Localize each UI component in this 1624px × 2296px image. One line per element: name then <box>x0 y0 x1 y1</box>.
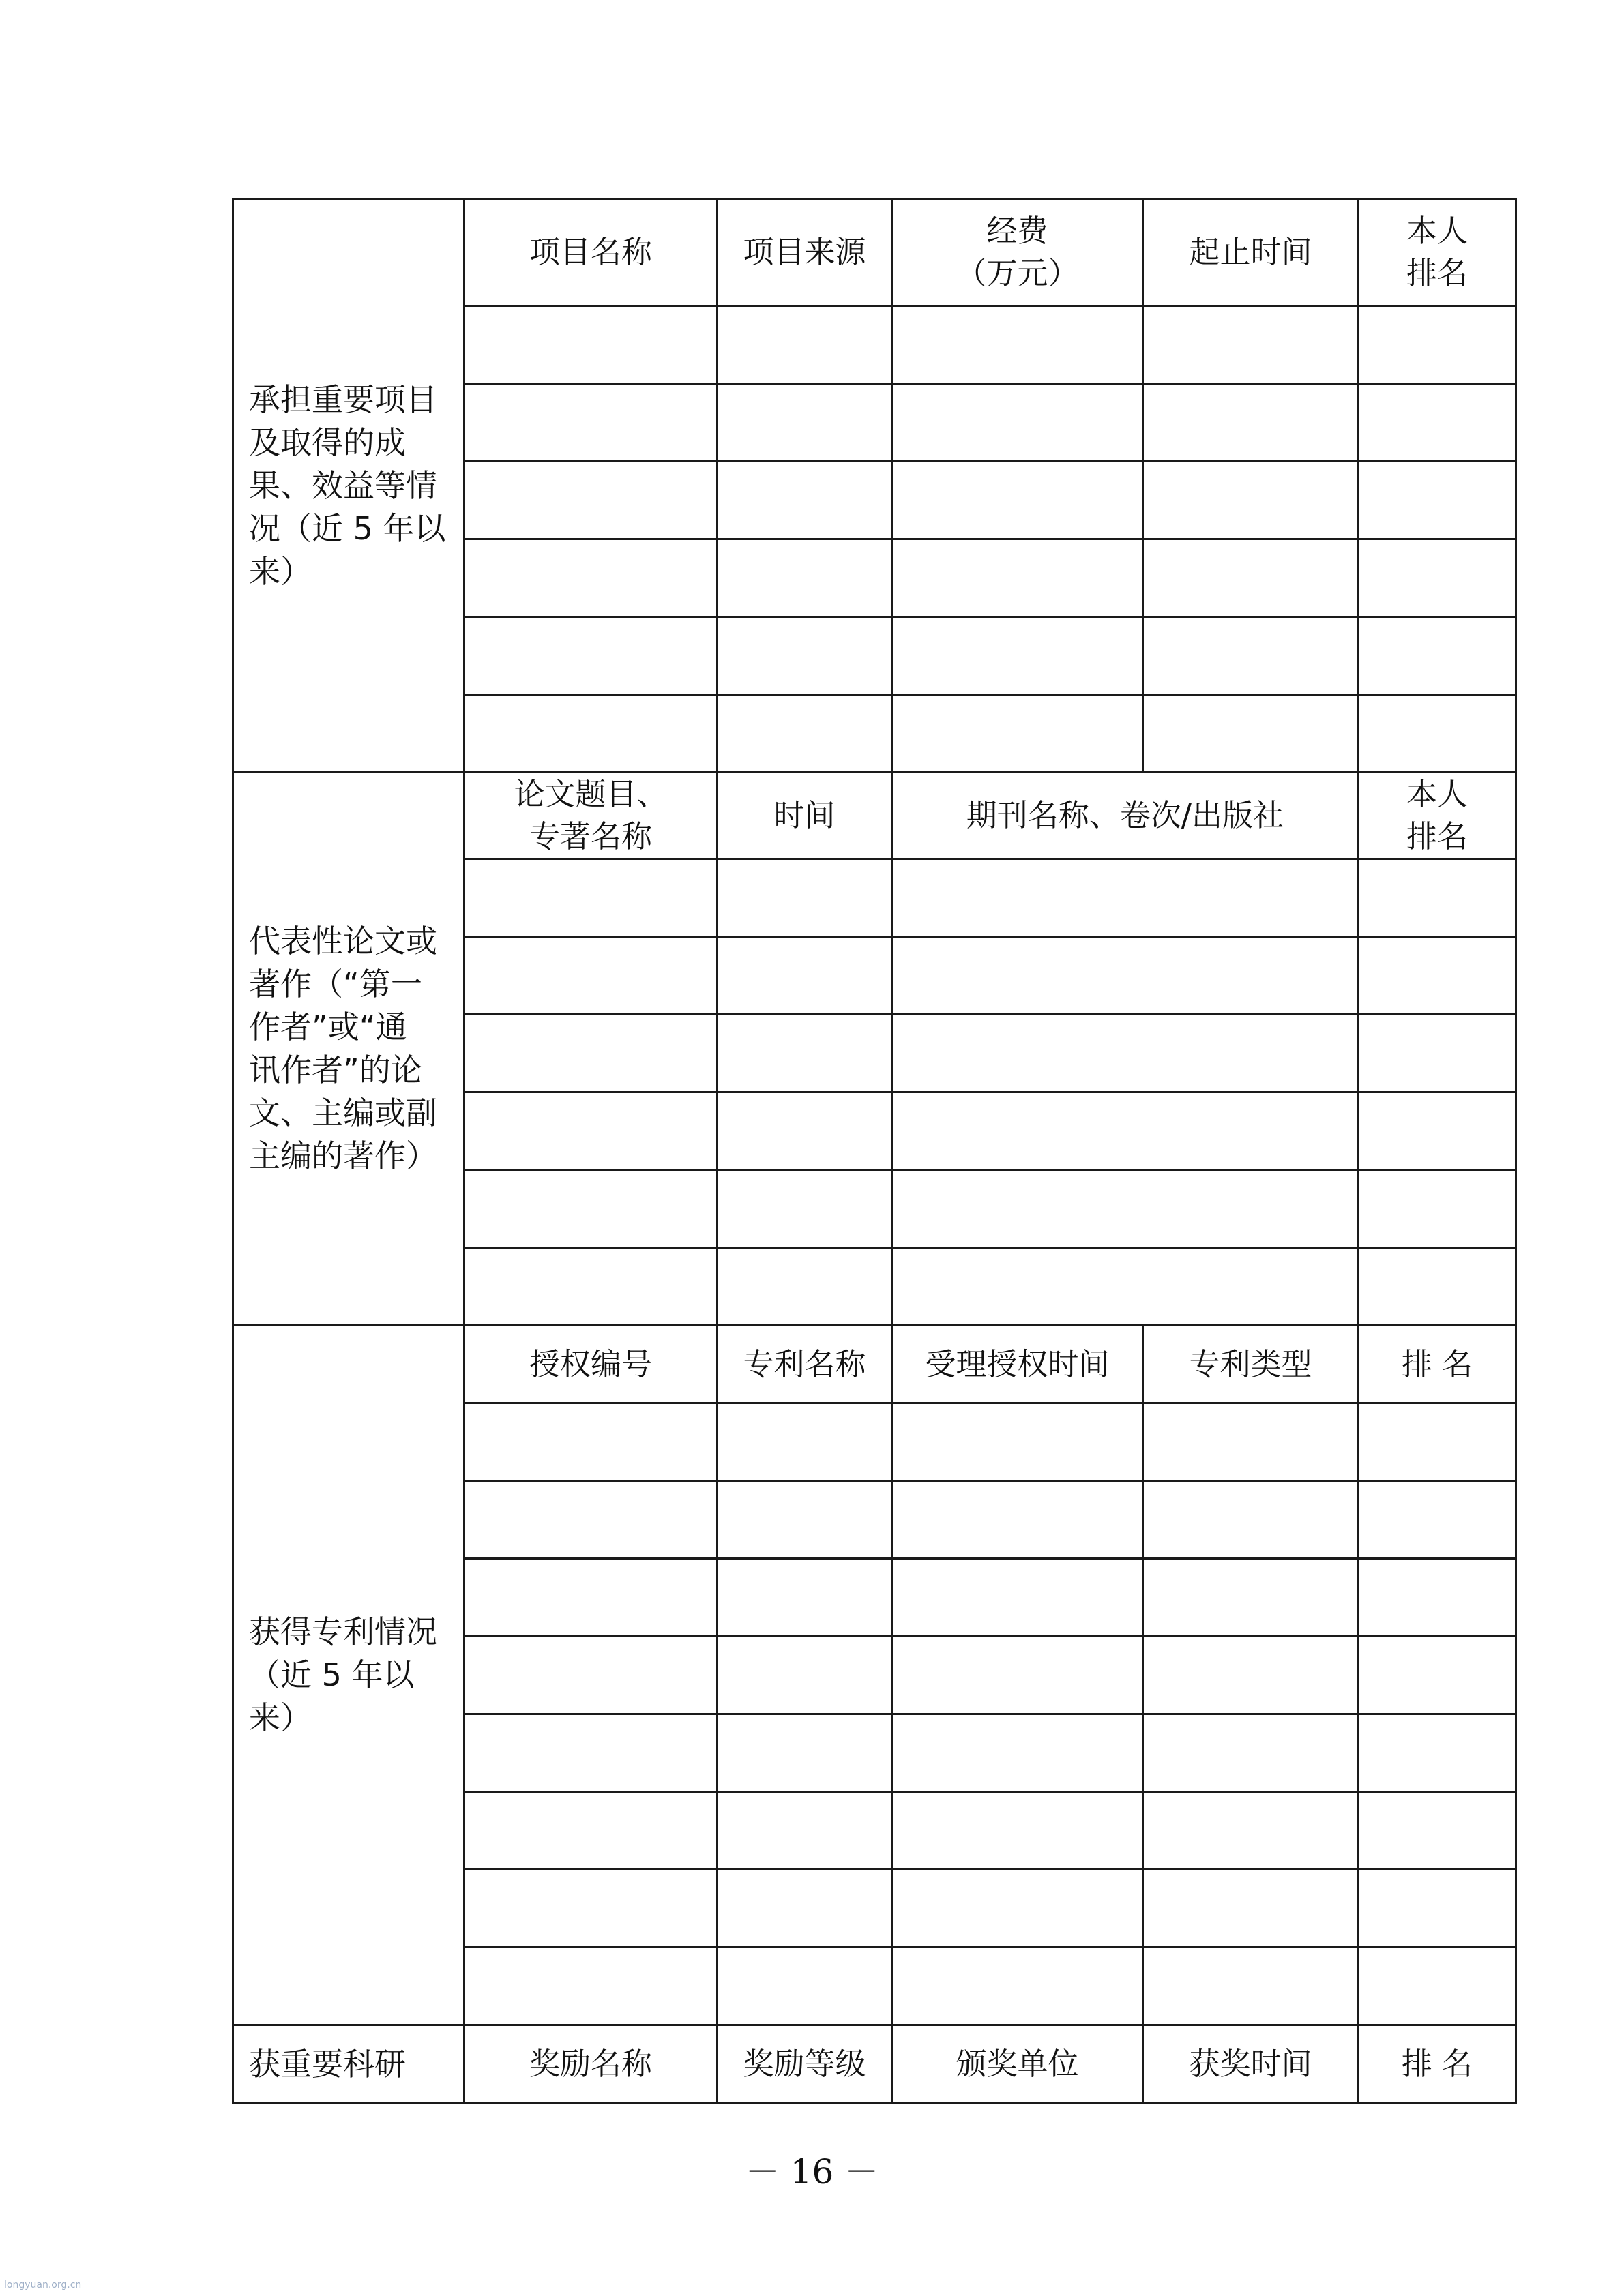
table-cell[interactable] <box>718 1792 892 1870</box>
header-patent-rank: 排 名 <box>1359 1326 1516 1403</box>
patents-header-row <box>233 1326 1516 1403</box>
table-cell[interactable] <box>892 1170 1359 1248</box>
table-cell[interactable] <box>718 1481 892 1559</box>
table-cell[interactable] <box>464 1092 718 1170</box>
table-cell[interactable] <box>892 1948 1143 2025</box>
header-paper-title: 论文题目、 专著名称 <box>464 773 718 859</box>
table-cell[interactable] <box>1143 1637 1359 1714</box>
table-cell[interactable] <box>1359 1248 1516 1326</box>
table-cell[interactable] <box>892 1559 1143 1637</box>
table-cell[interactable] <box>718 1714 892 1792</box>
table-cell[interactable] <box>1359 1637 1516 1714</box>
header-project-name: 项目名称 <box>464 199 718 306</box>
table-cell[interactable] <box>718 539 892 617</box>
table-cell[interactable] <box>464 695 718 773</box>
table-cell[interactable] <box>892 539 1143 617</box>
header-awarding-unit: 颁奖单位 <box>892 2025 1143 2104</box>
table-cell[interactable] <box>1143 1403 1359 1481</box>
table-cell[interactable] <box>892 1092 1359 1170</box>
projects-section-label: 承担重要项目 及取得的成 果、效益等情 况（近 5 年以 来） <box>233 199 464 773</box>
header-award-time: 获奖时间 <box>1143 2025 1359 2104</box>
table-cell[interactable] <box>718 1559 892 1637</box>
table-cell[interactable] <box>718 937 892 1015</box>
header-paper-time: 时间 <box>718 773 892 859</box>
table-cell[interactable] <box>1143 539 1359 617</box>
table-cell[interactable] <box>1359 1714 1516 1792</box>
table-cell[interactable] <box>1143 1870 1359 1948</box>
header-award-name: 奖励名称 <box>464 2025 718 2104</box>
table-cell[interactable] <box>1359 937 1516 1015</box>
table-cell[interactable] <box>1359 695 1516 773</box>
table-cell[interactable] <box>1143 384 1359 462</box>
patents-section-label: 获得专利情况 （近 5 年以 来） <box>233 1326 464 2025</box>
table-cell[interactable] <box>1359 1170 1516 1248</box>
table-cell[interactable] <box>1143 1948 1359 2025</box>
table-cell[interactable] <box>1143 306 1359 384</box>
table-cell[interactable] <box>464 937 718 1015</box>
table-cell[interactable] <box>892 384 1143 462</box>
table-cell[interactable] <box>718 695 892 773</box>
table-cell[interactable] <box>892 1481 1143 1559</box>
header-project-source: 项目来源 <box>718 199 892 306</box>
table-cell[interactable] <box>718 859 892 937</box>
table-cell[interactable] <box>464 1248 718 1326</box>
table-cell[interactable] <box>718 462 892 539</box>
table-cell[interactable] <box>1359 1559 1516 1637</box>
table-cell[interactable] <box>464 1792 718 1870</box>
table-cell[interactable] <box>892 1403 1143 1481</box>
header-start-end-time: 起止时间 <box>1143 199 1359 306</box>
table-cell[interactable] <box>1143 617 1359 695</box>
table-cell[interactable] <box>1143 1481 1359 1559</box>
table-cell[interactable] <box>464 617 718 695</box>
awards-section-label: 获重要科研 <box>233 2025 464 2104</box>
table-cell[interactable] <box>718 306 892 384</box>
header-personal-rank: 本人 排名 <box>1359 199 1516 306</box>
table-cell[interactable] <box>464 1481 718 1559</box>
projects-header-row <box>233 199 1516 306</box>
table-cell[interactable] <box>892 1015 1359 1092</box>
table-cell[interactable] <box>1359 1015 1516 1092</box>
table-cell[interactable] <box>1359 1870 1516 1948</box>
table-cell[interactable] <box>892 1870 1143 1948</box>
table-cell[interactable] <box>464 1637 718 1714</box>
table-cell[interactable] <box>718 1870 892 1948</box>
table-cell[interactable] <box>464 539 718 617</box>
table-cell[interactable] <box>892 1714 1143 1792</box>
table-cell[interactable] <box>1359 539 1516 617</box>
table-cell[interactable] <box>718 1248 892 1326</box>
table-cell[interactable] <box>464 1015 718 1092</box>
table-cell[interactable] <box>1359 306 1516 384</box>
table-cell[interactable] <box>1359 384 1516 462</box>
table-cell[interactable] <box>1143 1792 1359 1870</box>
table-cell[interactable] <box>892 1792 1143 1870</box>
header-patent-type: 专利类型 <box>1143 1326 1359 1403</box>
table-cell[interactable] <box>464 384 718 462</box>
awards-header-row <box>233 2025 1516 2104</box>
table-cell[interactable] <box>1143 1714 1359 1792</box>
table-cell[interactable] <box>464 1559 718 1637</box>
header-patent-name: 专利名称 <box>718 1326 892 1403</box>
table-cell[interactable] <box>892 1637 1143 1714</box>
table-cell[interactable] <box>464 1714 718 1792</box>
table-cell[interactable] <box>718 1015 892 1092</box>
header-paper-rank: 本人 排名 <box>1359 773 1516 859</box>
page-number: － 16 － <box>745 2152 879 2192</box>
table-cell[interactable] <box>718 1948 892 2025</box>
table-cell[interactable] <box>892 695 1143 773</box>
header-acceptance-authorization-time: 受理授权时间 <box>892 1326 1143 1403</box>
table-cell[interactable] <box>892 859 1359 937</box>
table-cell[interactable] <box>1359 1948 1516 2025</box>
header-award-rank: 排 名 <box>1359 2025 1516 2104</box>
table-cell[interactable] <box>718 1092 892 1170</box>
table-cell[interactable] <box>718 1403 892 1481</box>
table-cell[interactable] <box>464 1948 718 2025</box>
table-cell[interactable] <box>892 462 1143 539</box>
header-funding: 经费 （万元） <box>892 199 1143 306</box>
application-form-table <box>232 198 1517 2104</box>
table-cell[interactable] <box>1359 1792 1516 1870</box>
table-cell[interactable] <box>1359 859 1516 937</box>
table-cell[interactable] <box>718 1637 892 1714</box>
table-cell[interactable] <box>892 1248 1359 1326</box>
table-cell[interactable] <box>464 1403 718 1481</box>
table-cell[interactable] <box>1359 1403 1516 1481</box>
table-cell[interactable] <box>1359 617 1516 695</box>
table-cell[interactable] <box>1359 1092 1516 1170</box>
watermark: longyuan.org.cn <box>4 2280 82 2291</box>
table-cell[interactable] <box>1359 462 1516 539</box>
table-cell[interactable] <box>718 384 892 462</box>
header-journal-volume-publisher: 期刊名称、卷次/出版社 <box>892 773 1359 859</box>
table-cell[interactable] <box>1143 695 1359 773</box>
table-cell[interactable] <box>464 1870 718 1948</box>
table-cell[interactable] <box>464 306 718 384</box>
table-cell[interactable] <box>464 859 718 937</box>
table-cell[interactable] <box>892 937 1359 1015</box>
header-authorization-number: 授权编号 <box>464 1326 718 1403</box>
papers-section-label: 代表性论文或 著作（“第一 作者”或“通 讯作者”的论 文、主编或副 主编的著作） <box>233 773 464 1326</box>
papers-header-row <box>233 773 1516 859</box>
table-cell[interactable] <box>892 617 1143 695</box>
table-cell[interactable] <box>1143 462 1359 539</box>
table-cell[interactable] <box>1359 1481 1516 1559</box>
table-cell[interactable] <box>464 462 718 539</box>
table-cell[interactable] <box>464 1170 718 1248</box>
table-cell[interactable] <box>718 617 892 695</box>
table-cell[interactable] <box>892 306 1143 384</box>
table-cell[interactable] <box>718 1170 892 1248</box>
table-cell[interactable] <box>1143 1559 1359 1637</box>
header-award-level: 奖励等级 <box>718 2025 892 2104</box>
